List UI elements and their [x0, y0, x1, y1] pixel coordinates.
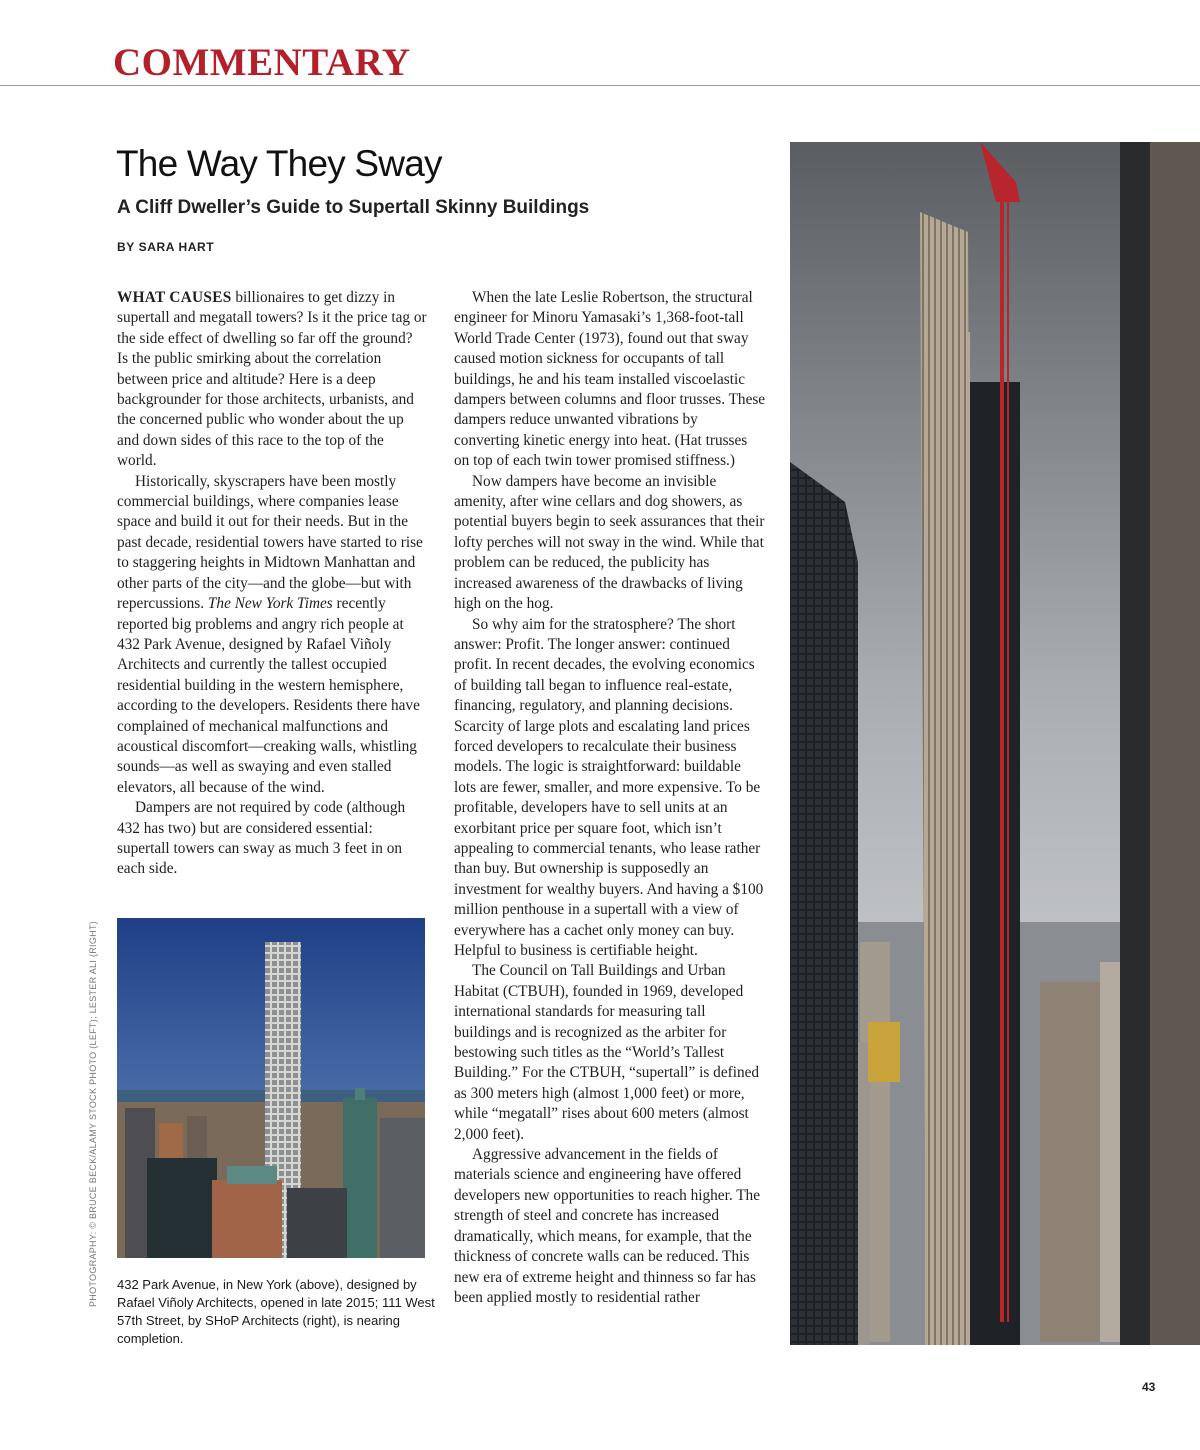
paragraph — [117, 288, 427, 472]
paragraph-text: billionaires to get dizzy in supertall and megatall towers? Is it the price tag or the side effect of dwelling so far off the ground? Is the public smirking about the correlation between price and altitude? Here is a deep backgrounder for those architects, urbanists, and the concerned public who wonder about the up and down sides of this race to the top of the world. — [117, 289, 427, 470]
text-column-left — [117, 288, 427, 880]
photo-111-west-57th — [790, 142, 1200, 1345]
paragraph: The Council on Tall Buildings and Urban Habitat (CTBUH), founded in 1969, developed international standards for measuring tall buildings and is recognized as the arbiter for bestowing such titles as the “World’s Tallest Building.” For the CTBUH, “supertall” is defined as 300 meters high (almost 1,000 feet) or more, while “megatall” rises about 600 meters (almost 2,000 feet). — [454, 962, 760, 1143]
photo-432-park-avenue — [117, 918, 425, 1258]
header-divider — [0, 85, 1200, 86]
paragraph: So why aim for the stratosphere? The short answer: Profit. The longer answer: continued profit. In recent decades, the evolving economics of building tall began to influence real-estate, financing, regulatory, and planning decisions. Scarcity of large plots and escalating land prices forced developers to recalculate their business models. The logic is straightforward: buildable lots are fewer, smaller, and more expensive. To be profitable, developers have to sell units at an exorbitant price per square foot, which isn’t appealing to commercial tenants, who lease rather than buy. But ownership is supposedly an investment for wealthy buyers. And having a $100 million penthouse in a supertall with a view of everywhere has a cachet only money can buy. Helpful to business is certifiable height. — [454, 615, 764, 959]
lead-in: WHAT CAUSES — [117, 289, 232, 306]
publication-title: The New York Times — [207, 595, 333, 613]
paragraph: When the late Leslie Robertson, the structural engineer for Minoru Yamasaki’s 1,368-foot-tall World Trade Center (1973), found out that sway caused motion sickness for occupants of tall buildings, he and his team installed viscoelastic dampers between columns and floor trusses. These dampers reduce unwanted vibrations by converting kinetic energy into heat. (Hat trusses on top of each twin tower promised stiffness.) — [454, 289, 766, 470]
article-subtitle: A Cliff Dweller’s Guide to Supertall Skinny Buildings — [117, 197, 590, 218]
page-number: 43 — [1142, 1380, 1156, 1394]
paragraph — [117, 472, 427, 799]
paragraph: Now dampers have become an invisible amenity, after wine cellars and dog showers, as potential buyers begin to seek assurances that their lofty perches will not sway in the wind. While that problem can be reduced, the publicity has increased awareness of the drawbacks of living high on the hog. — [454, 472, 765, 613]
paragraph: Dampers are not required by code (although 432 has two) but are considered essential: supertall towers can sway as much 3 feet in on each side. — [117, 799, 406, 878]
paragraph: Aggressive advancement in the fields of materials science and engineering have offered developers new opportunities to reach higher. The strength of steel and concrete has increased dramatically, which means, for example, that the thickness of concrete walls can be reduced. This new era of extreme height and thinness so far has been applied mostly to residential rather — [454, 1146, 760, 1306]
photo-credit: PHOTOGRAPHY: © BRUCE BECK/ALAMY STOCK PHOTO (LEFT); LESTER ALI (RIGHT) — [88, 920, 98, 1307]
section-title: COMMENTARY — [113, 41, 411, 84]
byline: BY SARA HART — [117, 240, 215, 254]
text-column-middle — [454, 288, 766, 1308]
paragraph-text: Historically, skyscrapers have been mostly commercial buildings, where companies lease space and build it out for their needs. But in the past decade, residential towers have started to rise to staggering heights in Midtown Manhattan and other parts of the city—and the globe—but with repercussions. — [117, 472, 423, 613]
paragraph-text: recently reported big problems and angry rich people at 432 Park Avenue, designed by Rafael Viñoly Architects and currently the tallest occupied residential building in the western hemisphere, according to the developers. Residents there have complained of mechanical malfunctions and acoustical discomfort—creaking walls, whistling sounds—as well as swaying and even stalled elevators, all because of the wind. — [117, 595, 420, 796]
article-title: The Way They Sway — [116, 143, 442, 184]
photo-caption: 432 Park Avenue, in New York (above), designed by Rafael Viñoly Architects, opened in late 2015; 111 West 57th Street, by SHoP Architects (right), is nearing completion. — [117, 1277, 435, 1346]
